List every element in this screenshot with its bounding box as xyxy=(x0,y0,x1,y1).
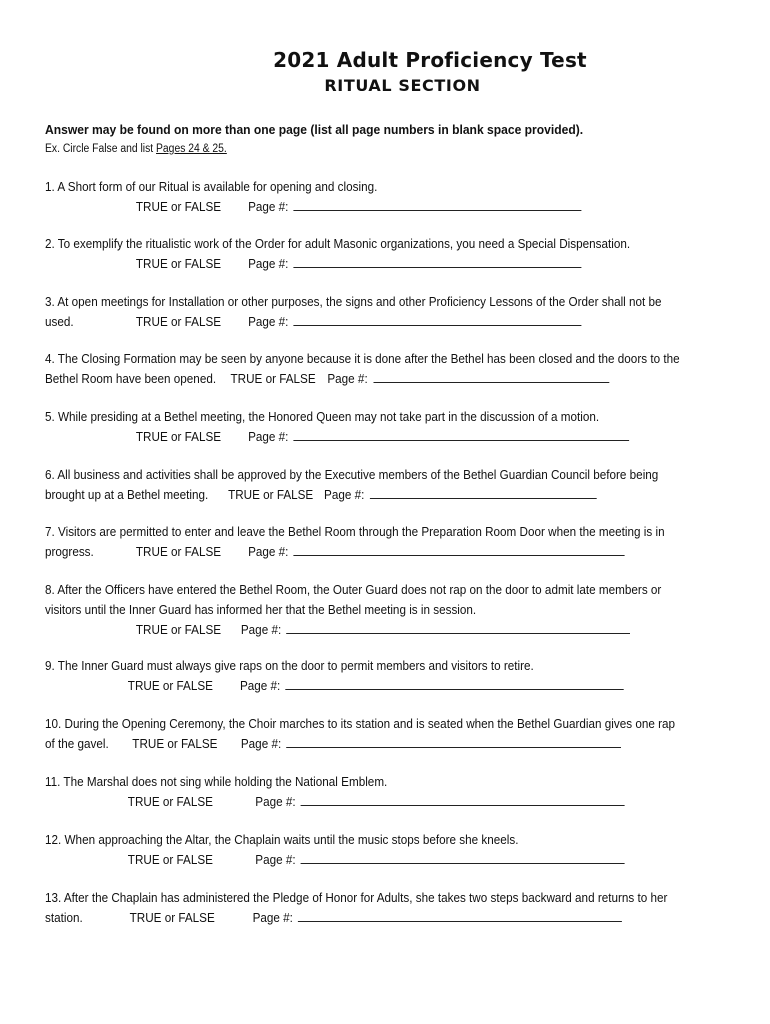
page-number-field[interactable] xyxy=(370,486,597,499)
true-false-choice[interactable]: TRUE or FALSE xyxy=(135,314,222,329)
page-number-label: Page #: xyxy=(239,678,281,693)
true-false-choice[interactable]: TRUE or FALSE xyxy=(135,544,222,559)
question-tail: used. xyxy=(45,314,74,329)
true-false-choice[interactable]: TRUE or FALSE xyxy=(127,678,213,693)
question-item xyxy=(45,407,745,447)
question-item xyxy=(45,888,745,928)
answer-line xyxy=(45,792,675,812)
answer-line xyxy=(45,312,675,332)
page-number-label: Page #: xyxy=(240,622,282,637)
question-item xyxy=(45,465,745,505)
page-number-field[interactable] xyxy=(294,543,625,556)
question-item xyxy=(45,772,745,812)
question-tail: Bethel Room have been opened. xyxy=(45,371,217,386)
page-number-label: Page #: xyxy=(248,314,289,329)
example-instruction xyxy=(45,143,227,155)
page-number-field[interactable] xyxy=(294,255,582,268)
true-false-choice[interactable]: TRUE or FALSE xyxy=(228,487,314,502)
page-number-label: Page #: xyxy=(324,487,365,502)
question-text: 3. At open meetings for Installation or other purposes, the signs and other Proficiency Lessons of the Order shall not be xyxy=(45,294,662,309)
question-tail: of the gavel. xyxy=(45,736,109,751)
section-subtitle: RITUAL SECTION xyxy=(324,76,481,95)
question-item xyxy=(45,656,745,696)
page-number-field[interactable] xyxy=(373,370,609,383)
question-text: 9. The Inner Guard must always give raps on the door to permit members and visitors to retire. xyxy=(45,658,534,673)
question-text: 12. When approaching the Altar, the Chaplain waits until the music stops before she kneels. xyxy=(45,832,519,847)
question-text: 1. A Short form of our Ritual is available for opening and closing. xyxy=(45,179,378,194)
question-item xyxy=(45,714,745,754)
question-text: 13. After the Chaplain has administered the Pledge of Honor for Adults, she takes two steps backward and returns to her xyxy=(45,890,668,905)
question-text: 2. To exemplify the ritualistic work of the Order for adult Masonic organizations, you need a Special Dispensation. xyxy=(45,236,631,251)
page-number-label: Page #: xyxy=(240,736,282,751)
page-number-label: Page #: xyxy=(248,544,289,559)
answer-line xyxy=(45,908,675,928)
page-number-field[interactable] xyxy=(294,428,630,441)
question-text: 6. All business and activities shall be approved by the Executive members of the Bethel Guardian Council before being xyxy=(45,467,659,482)
page-number-label: Page #: xyxy=(255,794,296,809)
page-number-label: Page #: xyxy=(327,371,368,386)
question-item xyxy=(45,234,745,274)
true-false-choice[interactable]: TRUE or FALSE xyxy=(135,199,222,214)
page-number-label: Page #: xyxy=(252,910,293,925)
question-tail: brought up at a Bethel meeting. xyxy=(45,487,209,502)
page-number-field[interactable] xyxy=(294,198,582,211)
answer-line xyxy=(45,850,675,870)
question-item xyxy=(45,522,745,562)
true-false-choice[interactable]: TRUE or FALSE xyxy=(135,256,222,271)
question-text: 7. Visitors are permitted to enter and leave the Bethel Room through the Preparation Room Door when the meeting is in xyxy=(45,524,665,539)
question-tail: visitors until the Inner Guard has informed her that the Bethel meeting is in session. xyxy=(45,602,477,617)
page-number-field[interactable] xyxy=(294,313,582,326)
example-prefix: Ex. Circle False and list xyxy=(45,143,157,155)
page-number-field[interactable] xyxy=(287,735,622,748)
question-item xyxy=(45,292,745,332)
true-false-choice[interactable]: TRUE or FALSE xyxy=(135,622,222,637)
page-number-field[interactable] xyxy=(286,677,624,690)
page-number-label: Page #: xyxy=(248,256,289,271)
question-text: 11. The Marshal does not sing while holding the National Emblem. xyxy=(45,774,388,789)
question-text: 5. While presiding at a Bethel meeting, the Honored Queen may not take part in the discussion of a motion. xyxy=(45,409,600,424)
question-tail: station. xyxy=(45,910,83,925)
answer-line xyxy=(45,620,675,640)
question-item xyxy=(45,830,745,870)
instructions-text: Answer may be found on more than one page (list all page numbers in blank space provided). xyxy=(45,122,584,137)
answer-line xyxy=(45,427,675,447)
answer-line xyxy=(45,734,675,754)
question-tail: progress. xyxy=(45,544,94,559)
question-text: 4. The Closing Formation may be seen by anyone because it is done after the Bethel has been closed and the doors to the xyxy=(45,351,680,366)
question-item xyxy=(45,349,745,389)
page-number-label: Page #: xyxy=(255,852,296,867)
true-false-choice[interactable]: TRUE or FALSE xyxy=(127,852,213,867)
answer-line xyxy=(45,369,675,389)
true-false-choice[interactable]: TRUE or FALSE xyxy=(135,429,222,444)
true-false-choice[interactable]: TRUE or FALSE xyxy=(127,794,213,809)
answer-line xyxy=(45,676,675,696)
page-number-label: Page #: xyxy=(248,429,289,444)
question-item xyxy=(45,177,745,217)
page-number-field[interactable] xyxy=(298,909,622,922)
answer-line xyxy=(45,542,675,562)
page-title: 2021 Adult Proficiency Test xyxy=(273,48,587,72)
question-text: 10. During the Opening Ceremony, the Choir marches to its station and is seated when the Bethel Guardian gives one rap xyxy=(45,716,675,731)
page-number-field[interactable] xyxy=(301,851,625,864)
question-item xyxy=(45,580,745,640)
true-false-choice[interactable]: TRUE or FALSE xyxy=(230,371,316,386)
question-text: 8. After the Officers have entered the Bethel Room, the Outer Guard does not rap on the door to admit late members or xyxy=(45,582,662,597)
page-number-field[interactable] xyxy=(287,621,631,634)
true-false-choice[interactable]: TRUE or FALSE xyxy=(129,910,215,925)
answer-line xyxy=(45,254,675,274)
answer-line xyxy=(45,485,675,505)
page-number-field[interactable] xyxy=(301,793,625,806)
answer-line xyxy=(45,197,675,217)
true-false-choice[interactable]: TRUE or FALSE xyxy=(132,736,218,751)
example-pages: Pages 24 & 25. xyxy=(156,143,227,155)
page-number-label: Page #: xyxy=(248,199,289,214)
